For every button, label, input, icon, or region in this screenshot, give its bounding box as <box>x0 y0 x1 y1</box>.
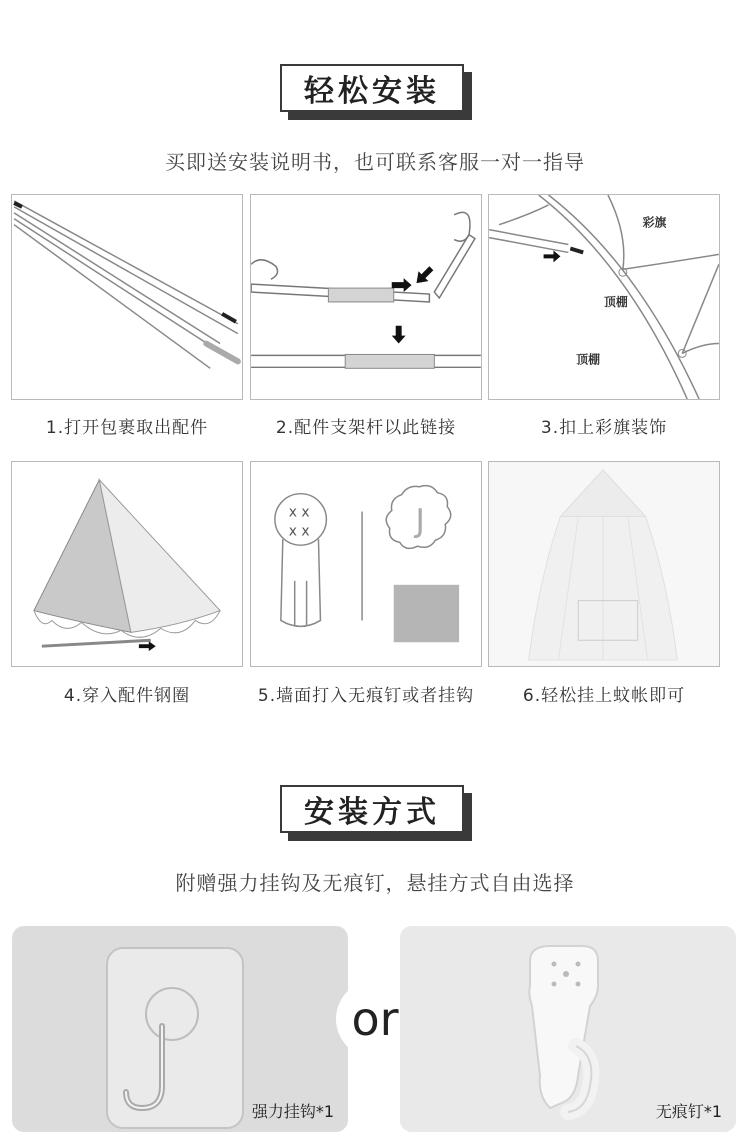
step-image-6 <box>488 461 720 667</box>
step-image-2 <box>250 194 482 400</box>
section-subtitle-methods: 附赠强力挂钩及无痕钉，悬挂方式自由选择 <box>175 871 575 895</box>
poles-illustration <box>12 195 242 399</box>
annotation-canopy-2: 顶棚 <box>576 352 601 367</box>
section-title-text: 安装方式 <box>280 785 464 833</box>
adhesive-hook-caption: 强力挂钩*1 <box>251 1102 334 1121</box>
nail-hook-card <box>400 926 736 1132</box>
step-label-6: 6.轻松挂上蚊帐即可 <box>522 686 686 706</box>
svg-text:x x: x x <box>288 504 310 521</box>
section-title-methods <box>280 785 470 835</box>
annotation-flag: 彩旗 <box>642 215 667 230</box>
step-label-5: 5.墙面打入无痕钉或者挂钩 <box>257 686 475 706</box>
step-label-2: 2.配件支架杆以此链接 <box>275 418 457 438</box>
tent-ring-illustration <box>12 462 242 666</box>
flags-illustration <box>489 195 719 399</box>
annotation-canopy-1: 顶棚 <box>604 294 628 309</box>
adhesive-hook-card <box>12 926 348 1132</box>
step-image-3 <box>488 194 720 400</box>
svg-text:J: J <box>415 503 425 540</box>
step-image-5 <box>250 461 482 667</box>
step-label-3: 3.扣上彩旗装饰 <box>540 418 668 438</box>
section-subtitle-install: 买即送安装说明书，也可联系客服一对一指导 <box>165 150 585 174</box>
step-image-1 <box>11 194 243 400</box>
section-title-text: 轻松安装 <box>280 64 464 112</box>
svg-text:x x: x x <box>288 523 310 540</box>
step-image-4 <box>11 461 243 667</box>
step-label-4: 4.穿入配件钢圈 <box>63 686 191 706</box>
mosquito-net-photo <box>489 462 719 666</box>
nail-hook-caption: 无痕钉*1 <box>655 1102 722 1121</box>
step-label-1: 1.打开包裹取出配件 <box>45 418 209 438</box>
or-divider: or <box>336 980 414 1058</box>
connect-poles-illustration <box>251 195 481 399</box>
wall-hooks-illustration <box>251 462 481 666</box>
section-title-install <box>280 64 470 114</box>
